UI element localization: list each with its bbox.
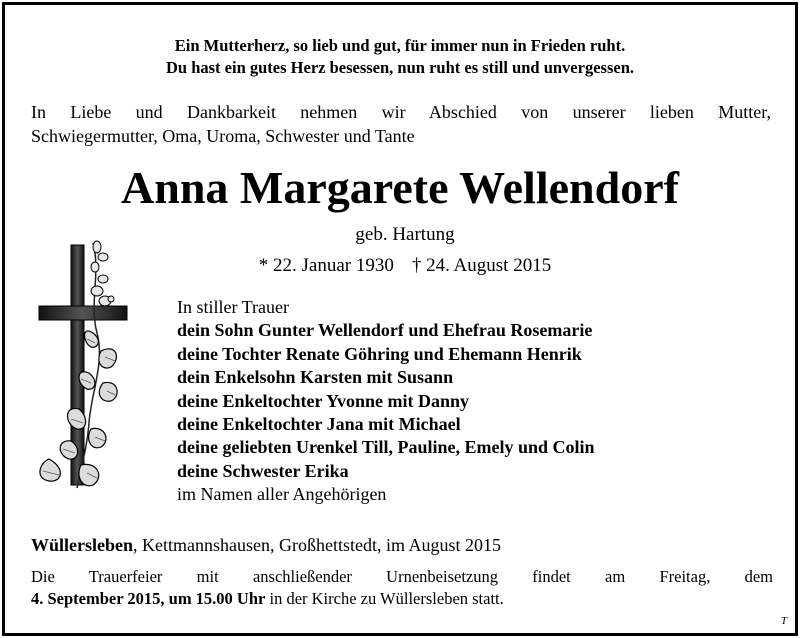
place-main: Wüllersleben bbox=[31, 535, 133, 555]
deceased-name: Anna Margarete Wellendorf bbox=[121, 162, 679, 213]
mourners-intro: In stiller Trauer bbox=[177, 297, 289, 317]
death-date: † 24. August 2015 bbox=[411, 255, 552, 276]
place-line bbox=[31, 533, 771, 557]
mourner-line: deine geliebten Urenkel Till, Pauline, Emely und Colin bbox=[177, 437, 595, 458]
mourner-line: dein Sohn Gunter Wellendorf und Ehefrau Rosemarie bbox=[177, 320, 593, 341]
intro-line-1: In Liebe und Dankbarkeit nehmen wir Abschied von unserer lieben Mutter, bbox=[31, 102, 771, 122]
funeral-line-2 bbox=[31, 588, 773, 610]
funeral-line-1: Die Trauerfeier mit anschließender Urnenbeisetzung findet am Freitag, dem bbox=[31, 567, 773, 586]
mourners-list bbox=[177, 296, 777, 507]
mourner-line: deine Enkeltochter Jana mit Michael bbox=[177, 414, 461, 435]
mourner-line: deine Tochter Renate Göhring und Ehemann Henrik bbox=[177, 343, 582, 364]
mourner-line: dein Enkelsohn Karsten mit Susann bbox=[177, 367, 454, 388]
mourner-line: deine Enkeltochter Yvonne mit Danny bbox=[177, 390, 470, 411]
intro-text bbox=[31, 100, 771, 148]
funeral-date: 4. September 2015, um 15.00 Uhr bbox=[31, 589, 266, 608]
verse-line-2: Du hast ein gutes Herz besessen, nun ruht es still und unvergessen. bbox=[165, 58, 634, 77]
mourner-line: deine Schwester Erika bbox=[177, 460, 349, 481]
intro-line-2: Schwiegermutter, Oma, Uroma, Schwester und Tante bbox=[31, 126, 415, 146]
verse-line-1: Ein Mutterherz, so lieb und gut, für immer nun in Frieden ruht. bbox=[174, 36, 626, 55]
cross-with-ivy-icon bbox=[31, 233, 141, 501]
mourners-closing: im Namen aller Angehörigen bbox=[177, 484, 387, 505]
signature-mark: T bbox=[780, 615, 787, 627]
birth-date: * 22. Januar 1930 bbox=[258, 255, 394, 276]
place-rest: , Kettmannshausen, Großhettstedt, im August 2015 bbox=[133, 535, 501, 555]
obituary-notice bbox=[2, 2, 798, 636]
verse bbox=[5, 35, 795, 79]
funeral-info bbox=[31, 566, 773, 610]
birth-name: geb. Hartung bbox=[355, 224, 455, 245]
funeral-location: in der Kirche zu Wüllersleben statt. bbox=[265, 589, 504, 608]
